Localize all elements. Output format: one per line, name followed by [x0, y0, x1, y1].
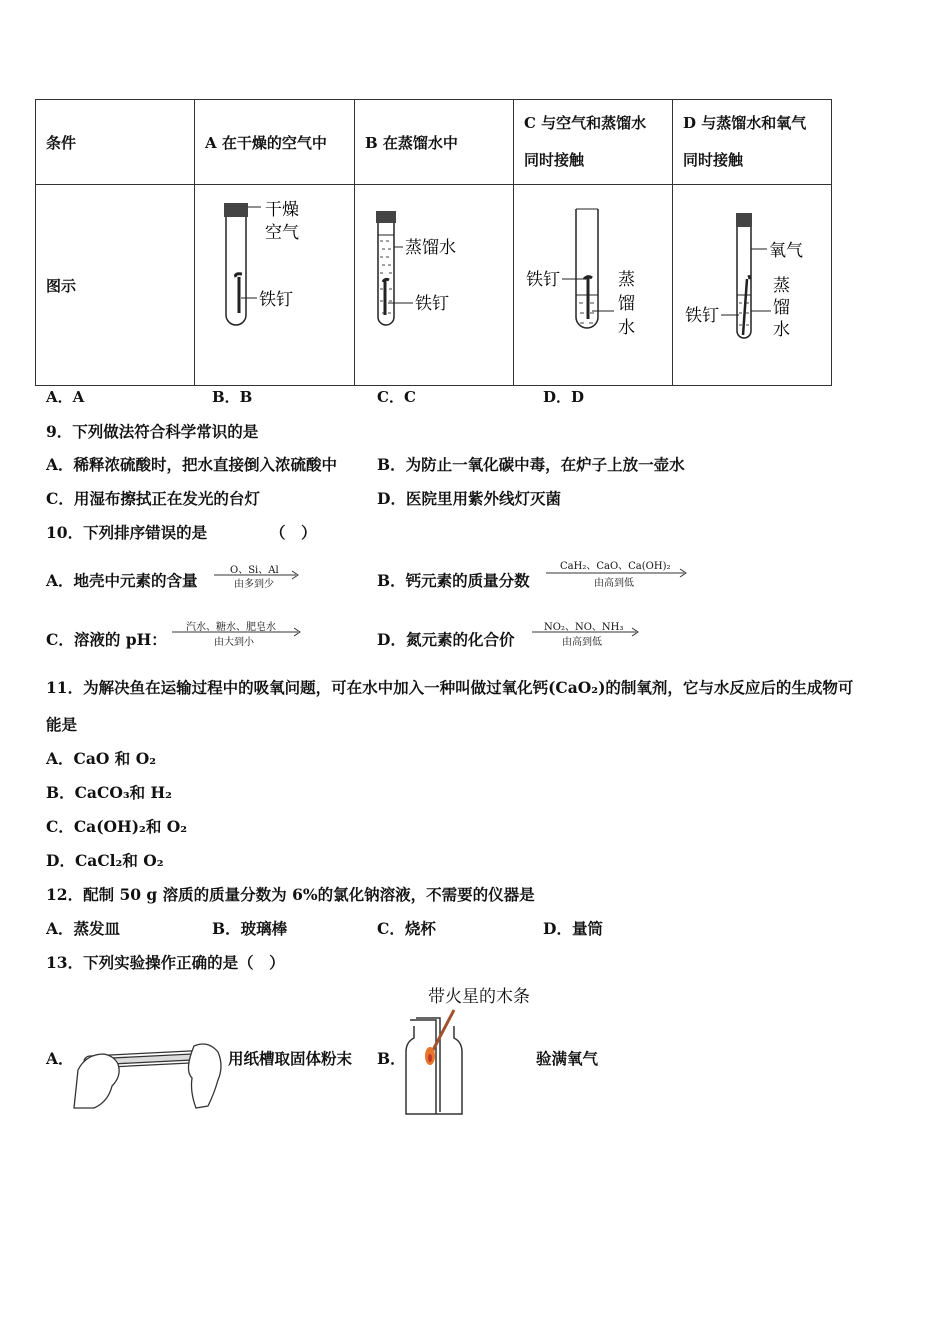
label-nail-c: 铁钉 — [526, 270, 560, 290]
stopper-a — [224, 203, 248, 217]
label-c-liu: 馏 — [618, 294, 635, 314]
row-label-figure: 图示 — [36, 185, 195, 386]
figure-d-cell — [673, 185, 832, 386]
q10-option-c: C．溶液的 pH： — [46, 630, 167, 649]
q13-stem: 13．下列实验操作正确的是（ ） — [46, 953, 285, 972]
q12-stem: 12．配制 50 g 溶质的质量分数为 6%的氯化钠溶液，不需要的仪器是 — [46, 885, 535, 904]
label-c-zheng: 蒸 — [618, 270, 635, 290]
q8-option-a: A．A — [46, 388, 85, 406]
right-hand — [188, 1044, 221, 1108]
label-distilled-water: 蒸馏水 — [405, 238, 456, 258]
q13-glowing-splint-caption: 带火星的木条 — [428, 987, 530, 1007]
test-tube-d-diagram — [673, 185, 831, 381]
q10-option-a: A．地壳中元素的含量 — [46, 571, 198, 590]
q11-option-c: C．Ca(OH)₂和 O₂ — [46, 817, 188, 836]
q10-c-bottom: 由大到小 — [214, 637, 254, 648]
paper-trough-test-tube-illustration — [72, 1028, 227, 1110]
q9-option-b: B．为防止一氧化碳中毒，在炉子上放一壶水 — [377, 455, 685, 474]
left-hand — [74, 1054, 119, 1108]
label-d-zheng: 蒸 — [773, 276, 790, 296]
q12-option-b: B．玻璃棒 — [212, 919, 288, 938]
label-nail-b: 铁钉 — [415, 294, 449, 314]
q13-option-b-label: B． — [377, 1049, 406, 1068]
q12-option-d: D．量筒 — [543, 919, 603, 938]
header-condition: 条件 — [36, 100, 195, 185]
q13-option-a-label: A． — [46, 1049, 74, 1068]
header-c — [514, 100, 673, 185]
label-air: 空气 — [265, 223, 299, 243]
iron-nail-b — [383, 279, 389, 315]
gas-collecting-bottle — [406, 1026, 462, 1114]
q13-option-a-text: 用纸槽取固体粉末 — [228, 1049, 353, 1068]
label-oxygen: 氧气 — [769, 241, 803, 261]
q12-option-c: C．烧杯 — [377, 919, 436, 938]
q10-option-b: B．钙元素的质量分数 — [377, 571, 530, 590]
q10-b-top: CaH₂、CaO、Ca(OH)₂ — [560, 561, 671, 572]
q9-option-a: A．稀释浓硫酸时，把水直接倒入浓硫酸中 — [46, 455, 338, 474]
q11-option-a: A．CaO 和 O₂ — [46, 749, 156, 768]
q10-paren: （ ） — [270, 523, 317, 542]
iron-nail-d — [743, 276, 750, 335]
q8-option-d: D．D — [543, 388, 585, 406]
q10-c-arrow — [170, 618, 304, 648]
q10-d-arrow — [530, 618, 642, 648]
test-tube-b-diagram — [355, 185, 513, 381]
test-tube-c-diagram — [514, 185, 672, 381]
q10-c-top: 汽水、糖水、肥皂水 — [186, 622, 276, 633]
q8-option-b: B．B — [212, 388, 253, 406]
gas-bottle-glowing-splint-illustration — [402, 1008, 472, 1118]
q9-option-c: C．用湿布擦拭正在发光的台灯 — [46, 489, 260, 508]
iron-nail-a — [236, 274, 242, 313]
q10-a-arrow — [212, 561, 302, 589]
q10-d-top: NO₂、NO、NH₃ — [544, 622, 624, 633]
q9-stem: 9．下列做法符合科学常识的是 — [46, 422, 259, 441]
q10-d-bottom: 由高到低 — [562, 637, 602, 648]
q10-option-d: D．氮元素的化合价 — [377, 630, 515, 649]
header-d-line2: 同时接触 — [683, 151, 744, 169]
label-nail-d: 铁钉 — [685, 306, 719, 326]
q10-b-arrow — [544, 557, 690, 589]
header-a: A 在干燥的空气中 — [195, 100, 355, 185]
q12-option-a: A．蒸发皿 — [46, 919, 121, 938]
test-tube-a-diagram — [195, 185, 353, 381]
q8-option-c: C．C — [377, 388, 416, 406]
q10-b-bottom: 由高到低 — [594, 578, 634, 589]
q10-a-bottom: 由多到少 — [234, 579, 274, 590]
q10-a-top: O、Si、Al — [230, 565, 279, 576]
q13-option-b-text: 验满氧气 — [536, 1049, 599, 1068]
q11-stem: 11．为解决鱼在运输过程中的吸氧问题，可在水中加入一种叫做过氧化钙(CaO₂)的制氧剂，它与水反应后的生成物可 — [46, 678, 854, 697]
conditions-table — [35, 99, 832, 386]
figure-b-cell — [355, 185, 514, 386]
header-d-line1: D 与蒸馏水和氧气 — [683, 114, 807, 132]
q10-stem: 10．下列排序错误的是 — [46, 523, 208, 542]
q11-option-b: B．CaCO₃和 H₂ — [46, 783, 172, 802]
figure-c-cell — [514, 185, 673, 386]
label-dry: 干燥 — [265, 200, 299, 220]
header-b: B 在蒸馏水中 — [355, 100, 514, 185]
stopper-b — [376, 211, 396, 223]
stopper-d — [736, 213, 752, 227]
q11-option-d: D．CaCl₂和 O₂ — [46, 851, 164, 870]
label-c-shui: 水 — [618, 318, 635, 338]
q11-stem-line2: 能是 — [46, 715, 78, 734]
label-nail-a: 铁钉 — [259, 290, 293, 310]
label-d-liu: 馏 — [773, 298, 790, 318]
header-c-line1: C 与空气和蒸馏水 — [524, 114, 647, 132]
figure-a-cell — [195, 185, 355, 386]
header-c-line2: 同时接触 — [524, 151, 585, 169]
header-d — [673, 100, 832, 185]
label-d-shui: 水 — [773, 320, 790, 340]
q9-option-d: D．医院里用紫外线灯灭菌 — [377, 489, 561, 508]
